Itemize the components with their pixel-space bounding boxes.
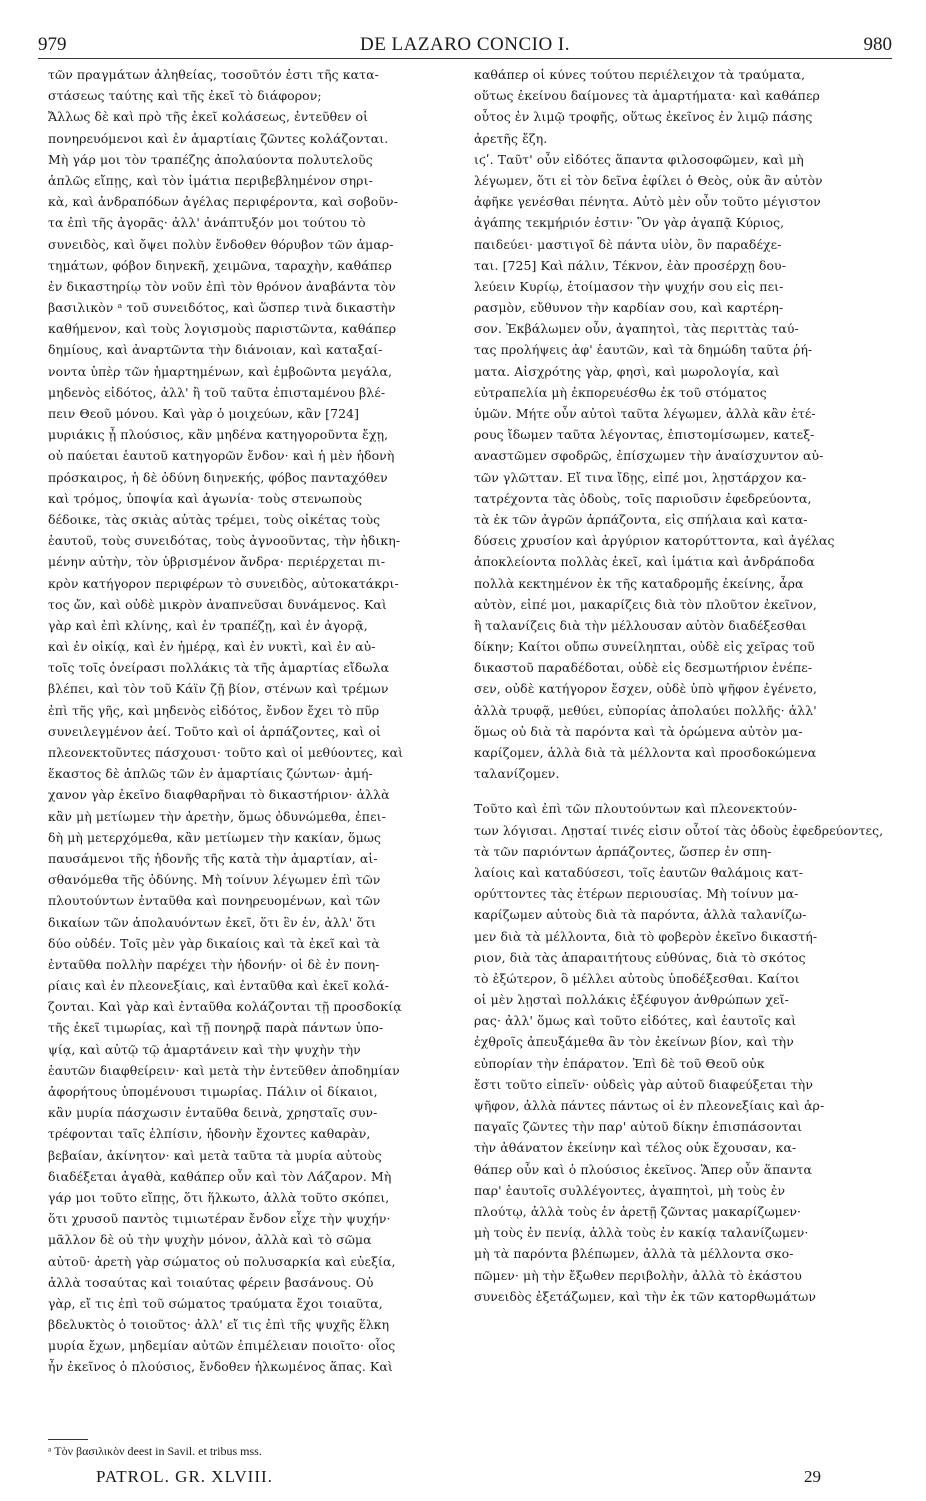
text-line: εὐτραπελία μὴ ἐκπορευέσθω ἐκ τοῦ στόματος — [474, 384, 767, 400]
text-line: συνειδὸς, καὶ ὄψει πολὺν ἔνδοθεν θόρυβον τῶν ἁμαρ- — [48, 236, 394, 252]
text-line: ἀποκλείοντα πολλὰς ἐκεῖ, καὶ ἱμάτια καὶ ἀνδράποδα — [474, 554, 815, 570]
text-line: εὐπορίαν τὴν ἐπάρατον. Ἐπὶ δὲ τοῦ Θεοῦ οὐκ — [474, 1055, 765, 1071]
text-line: ορύττοντες τὰς ἑτέρων περιουσίας. Μὴ τοίνυν μα- — [474, 886, 799, 902]
text-line: μηδενὸς εἰδότος, ἀλλ' ἢ τοῦ ταῦτα ἐπισταμένου βλέ- — [48, 384, 386, 400]
footer-volume-signature: PATROL. GR. XLVIII. — [96, 1467, 273, 1486]
text-line: ματα. Αἰσχρότης γὰρ, φησὶ, καὶ μωρολογία, καὶ — [474, 363, 780, 379]
text-line: παρ' ἑαυτοῖς συλλέγοντες, ἀγαπητοὶ, μὴ τοὺς ἐν — [474, 1182, 786, 1198]
text-line: ἔστι τοῦτο εἰπεῖν· οὐδεὶς γὰρ αὐτοῦ διαφεύξεται τὴν — [474, 1076, 813, 1092]
text-line: οὕτως ἐκείνου δαίμονες τὰ ἁμαρτήματα· καὶ καθάπερ — [474, 88, 820, 104]
text-line: ἀλλὰ τρυφᾷ, μεθύει, εὐπορίας ἀπολαύει πολλῆς· ἀλλ' — [474, 702, 817, 718]
text-line: τῶν γλῶτταν. Εἴ τινα ἴδῃς, εἰπέ μοι, λῃστάρχον κα- — [474, 469, 807, 485]
text-line: τατρέχοντα τὰς ὁδοὺς, τοῖς παριοῦσιν ἐφεδρεύοντα, — [474, 490, 812, 506]
text-line: των λόγισαι. Λῃσταί τινές εἰσιν οὗτοί τὰς ὁδοὺς ἐφεδρεύοντες, — [474, 822, 884, 838]
text-line: πλεονεκτοῦντες πάσχουσι· τοῦτο καὶ οἱ μεθύοντες, καὶ — [48, 745, 404, 760]
text-line: τὴν ἀθάνατον ἐκείνην καὶ τέλος οὐκ ἔχουσαν, κα- — [474, 1140, 797, 1156]
text-line: κὰ, καὶ ἀνδραπόδων ἀγέλας περιφέροντα, καὶ σοβοῦν- — [48, 194, 399, 210]
text-line: ἑαυτῶν διαφθείρειν· καὶ μετὰ τὴν ἐντεῦθεν ἀποδημίαν — [48, 1062, 400, 1078]
text-line: ρίαις καὶ ἐν πλεονεξίαις, καὶ ἐνταῦθα καὶ ἐκεῖ κολά- — [48, 978, 390, 994]
right-paragraph-2 — [474, 798, 904, 1307]
text-line: θάπερ οὖν καὶ ὁ πλούσιος ἐκεῖνος. Ἅπερ οὖν ἅπαντα — [474, 1161, 812, 1177]
text-line: ἦν ἐκεῖνος ὁ πλούσιος, ἔνδοθεν ἡλκωμένος ἅπας. Καὶ — [48, 1359, 393, 1375]
text-line: καθάπερ οἱ κύνες τούτου περιέλειχον τὰ τραύματα, — [474, 67, 806, 82]
text-line: πρόσκαιρος, ἡ δὲ ὀδύνη διηνεκής, φόβος πανταχόθεν — [48, 469, 388, 485]
text-line: ταλανίζομεν. — [474, 766, 560, 782]
text-line: τὰ ἐκ τῶν ἀγρῶν ἁρπάζοντα, εἰς σπήλαια καὶ κατα- — [474, 511, 808, 527]
text-line: καθήμενον, καὶ τοὺς λογισμοὺς παριστῶντα, καθάπερ — [48, 321, 397, 337]
text-line: κἂν μυρία πάσχωσιν ἐνταῦθα δεινὰ, χρησταῖς συν- — [48, 1105, 378, 1121]
text-line: χανον γὰρ ἐκεῖνο διαφθαρῆναι τὸ δικαστήριον· ἀλλὰ — [48, 787, 390, 803]
text-line: τας προλήψεις ἀφ' ἑαυτῶν, καὶ τὰ δημώδη ταῦτα ῥή- — [474, 342, 813, 358]
footer-signature-number: 29 — [804, 1467, 821, 1486]
text-line: ρας· ἀλλ' ὅμως καὶ τοῦτο εἰδότες, καὶ ἑαυτοῖς καὶ — [474, 1013, 797, 1029]
text-line: παγαῖς ζῶντες τὴν παρ' αὐτοῦ δίκην ἐπισπάσονται — [474, 1119, 803, 1135]
text-line: ὅτι χρυσοῦ παντὸς τιμιωτέραν ἔνδον εἶχε τὴν ψυχήν· — [48, 1211, 391, 1227]
running-title: DE LAZARO CONCIO I. — [359, 34, 571, 55]
text-line: μένην αὐτὴν, τὸν ὑβρισμένον ἄνδρα· περιέρχεται πι- — [48, 554, 386, 570]
text-line: δικαστοῦ παραδέδοται, οὐδὲ εἰς δεσμωτήριον ἐνέπε- — [474, 660, 813, 676]
text-line: οἱ μὲν λῃσταὶ πολλάκις ἐξέφυγον ἀνθρώπων χεῖ- — [474, 992, 789, 1008]
text-line: βλέπει, καὶ τὸν τοῦ Κάϊν ζῇ βίον, στένων καὶ τρέμων — [48, 681, 389, 697]
text-line: δημίους, καὶ ἀναρτῶντα τὴν διάνοιαν, καὶ καταξαί- — [48, 342, 383, 358]
text-line: ιϛʹ. Ταῦτ' οὖν εἰδότες ἅπαντα φιλοσοφῶμεν, καὶ μὴ — [474, 151, 804, 167]
text-line: δέδοικε, τὰς σκιὰς αὐτὰς τρέμει, τοὺς οἰκέτας τοὺς — [48, 511, 381, 527]
running-header — [38, 34, 892, 59]
text-line: καρίζομεν, ἀλλὰ διὰ τὰ μέλλοντα καὶ προσδοκώμενα — [474, 745, 817, 760]
text-line: πονηρευόμενοι καὶ ἐν ἁμαρτίαις ζῶντες κολάζονται. — [48, 130, 389, 146]
text-line: συνειλεγμένον ἀεί. Τοῦτο καὶ οἱ ἁρπάζοντες, καὶ οἱ — [48, 723, 382, 739]
text-line: ἀφῆκε γενέσθαι πένητα. Αὐτὸ μὲν οὖν τοῦτο μέγιστον — [474, 194, 821, 210]
text-line: μυριάκις ᾖ πλούσιος, κἂν μηδένα κατηγοροῦντα ἔχῃ, — [48, 427, 389, 443]
text-line: ἀλλὰ τοσαύτας καὶ τοιαύτας φέρειν βασάνους. Οὐ — [48, 1274, 374, 1290]
text-line: τὸ ἐξώτερον, ὃ μέλλει αὐτοὺς ὑποδέξεσθαι. Καίτοι — [474, 970, 800, 986]
text-line: ρους ἴδωμεν ταῦτα λέγοντας, ἐπιστομίσωμεν, κατεξ- — [474, 427, 815, 443]
text-line: ται. [725] Καὶ πάλιν, Τέκνον, ἐὰν προσέρχῃ δου- — [474, 257, 786, 273]
text-line: ριον, διὰ τὰς ἀπαραιτήτους εὐθύνας, διὰ τὸ σκότος — [474, 949, 806, 965]
text-line: λεύειν Κυρίῳ, ἑτοίμασον τὴν ψυχήν σου εἰς πει- — [474, 278, 784, 294]
text-line: βδελυκτὸς ὁ τοιοῦτος· ἀλλ' εἴ τις ἐπὶ τῆς ψυχῆς ἕλκη — [48, 1317, 390, 1333]
text-line: ἐνταῦθα πολλὴν παρέχει τὴν ἡδονήν· οἱ δὲ ἐν πονη- — [48, 956, 380, 972]
text-line: αὐτὸν, εἰπέ μοι, μακαρίζεις διὰ τὸν πλοῦτον ἐκεῖνον, — [474, 596, 817, 612]
text-line: ἐπὶ τῆς γῆς, καὶ μηδενὸς εἰδότος, ἔνδον ἔχει τὸ πῦρ — [48, 702, 380, 718]
text-line: ἁπλῶς εἴπῃς, καὶ τὸν ἱμάτια περιβεβλημένον σηρι- — [48, 172, 373, 188]
text-line: παυσάμενοι τῆς ἡδονῆς τῆς κατὰ τὴν ἁμαρτίαν, αἰ- — [48, 850, 378, 866]
text-line: νοντα ὑπὲρ τῶν ἡμαρτημένων, καὶ ἐμβοῶντα μεγάλα, — [48, 363, 393, 379]
text-line: σθανόμεθα τῆς ὀδύνης. Μὴ τοίνυν λέγωμεν ἐπὶ τῶν — [48, 872, 381, 888]
text-line: πολλὰ κεκτημένον ἐκ τῆς καταδρομῆς ἐκείνης, ἆρα — [474, 575, 804, 591]
text-line: ζονται. Καὶ γὰρ καὶ ἐνταῦθα κολάζονται τῇ προσδοκίᾳ — [48, 999, 402, 1015]
text-line: μυρία ἔχων, μηδεμίαν αὐτῶν ἐπιμέλειαν ποιοῖτο· οἷος — [48, 1338, 396, 1354]
text-line: τα ἐπὶ τῆς ἀγορᾶς· ἀλλ' ἀνάπτυξόν μοι τούτου τὸ — [48, 215, 366, 231]
text-line: μὴ τοὺς ἐν πενίᾳ, ἀλλὰ τοὺς ἐν κακίᾳ ταλανίζωμεν· — [474, 1225, 809, 1241]
text-line: σεν, οὐδὲ κατήγορον ἔσχεν, οὐδὲ ὑπὸ ψῆφον ἐγένετο, — [474, 681, 818, 697]
text-line: τος ὤν, καὶ οὐδὲ μικρὸν ἀναπνεῦσαι δυνάμενος. Καὶ — [48, 596, 387, 612]
text-line: ψίᾳ, καὶ αὐτῷ τῷ ἁμαρτάνειν καὶ τὴν ψυχὴν τὴν — [48, 1041, 361, 1057]
text-line: στάσεως ταύτης καὶ τῆς ἐκεῖ τὸ διάφορον; — [48, 88, 322, 104]
text-line: ἀφορήτους ὑπομένουσι τιμωρίας. Πάλιν οἱ δίκαιοι, — [48, 1084, 378, 1099]
text-line: μᾶλλον δὲ οὐ τὴν ψυχὴν μόνον, ἀλλὰ καὶ τὸ σῶμα — [48, 1232, 372, 1248]
text-line: ἀρετῆς ἔζη. — [474, 130, 548, 146]
text-line: σον. Ἐκβάλωμεν οὖν, ἀγαπητοὶ, τὰς περιττὰς ταύ- — [474, 321, 799, 337]
text-line: δικαίων τῶν ἀπολαυόντων ἐκεῖ, ὅτι ἓν ἐν, ἀλλ' ὅτι — [48, 914, 376, 930]
text-line: δίκην; Καίτοι οὔπω συνείληπται, οὐδὲ εἰς χεῖρας τοῦ — [474, 639, 815, 655]
text-line: τημάτων, φόβον διηνεκῆ, χειμῶνα, ταραχὴν, καθάπερ — [48, 257, 392, 273]
text-line: βασιλικὸν ᵃ τοῦ συνειδότος, καὶ ὥσπερ τινὰ δικαστὴν — [48, 300, 396, 316]
text-line: καρίζωμεν αὐτοὺς διὰ τὰ παρόντα, ἀλλὰ ταλανίζω- — [474, 907, 807, 923]
text-line: πῶμεν· μὴ τὴν ἔξωθεν περιβολὴν, ἀλλὰ τὸ ἑκάστου — [474, 1267, 802, 1283]
right-text-column — [474, 64, 904, 1307]
text-line: δύσεις χρυσίον καὶ ἀργύριον κατορύττοντα, καὶ ἀγέλας — [474, 533, 835, 549]
text-line: ἕκαστος δὲ ἁπλῶς τῶν ἐν ἁμαρτίαις ζώντων· ἀμή- — [48, 766, 373, 782]
text-line: μὴ τὰ παρόντα βλέπωμεν, ἀλλὰ τὰ μέλλοντα σκο- — [474, 1246, 794, 1262]
text-line: τρέφονται ταῖς ἐλπίσιν, ἡδονὴν ἔχοντες καθαρὰν, — [48, 1126, 371, 1142]
text-line: τῆς ἐκεῖ τιμωρίας, καὶ τῇ πονηρᾷ παρὰ πάντων ὑπο- — [48, 1020, 384, 1036]
text-line: κἂν μὴ μετίωμεν τὴν ἀρετὴν, ὅμως ὀδυνώμεθα, ἐπει- — [48, 808, 386, 824]
text-line: ρασμὸν, εὔθυνον τὴν καρδίαν σου, καὶ καρτέρη- — [474, 300, 784, 316]
right-page-number: 980 — [863, 34, 892, 55]
text-line: Μὴ γάρ μοι τὸν τραπέζης ἀπολαύοντα πολυτελοῦς — [48, 151, 373, 167]
text-line: τῶν πραγμάτων ἀληθείας, τοσοῦτόν ἐστι τῆς κατα- — [48, 67, 379, 82]
text-line: πλουτούντων ἐνταῦθα καὶ πονηρευομένων, καὶ τῶν — [48, 893, 381, 909]
text-line: καὶ τρόμος, ὑποψία καὶ ἀγωνία· τοὺς στενωποὺς — [48, 490, 363, 506]
text-line: οὗτος ἐν λιμῷ τροφῆς, οὕτως ἐκεῖνος ἐν λιμῷ πάσης — [474, 109, 813, 125]
text-line: αὐτοῦ· ἀρετὴ γὰρ σώματος οὐ πολυσαρκία καὶ εὐεξία, — [48, 1253, 396, 1269]
text-line: πλούτῳ, ἀλλὰ τοὺς ἐν ἀρετῇ ζῶντας μακαρίζωμεν· — [474, 1203, 802, 1219]
text-line: αναστῶμεν σφοδρῶς, ἐπίσχωμεν τὴν ἀναίσχυντον αὐ- — [474, 448, 824, 464]
footnote: ᵃ Τὸν βασιλικὸν deest in Savil. et tribus mss. — [48, 1444, 262, 1458]
text-line: μεν διὰ τὰ μέλλοντα, διὰ τὸ φοβερὸν ἐκεῖνο δικαστή- — [474, 928, 818, 944]
text-line: δύο οὐδέν. Τοῖς μὲν γὰρ δικαίοις καὶ τὰ ἐκεῖ καὶ τὰ — [48, 935, 380, 951]
text-line: δὴ μὴ μετερχόμεθα, κἂν μετίωμεν τὴν κακίαν, ὅμως — [48, 829, 382, 845]
text-line: καὶ ἐν οἰκίᾳ, καὶ ἐν ἡμέρᾳ, καὶ ἐν νυκτὶ, καὶ ἐν αὐ- — [48, 639, 376, 655]
text-line: παιδεύει· μαστιγοῖ δὲ πάντα υἱὸν, ὃν παραδέχε- — [474, 236, 782, 252]
text-line: λέγωμεν, ὅτι εἰ τὸν δεῖνα ἐφίλει ὁ Θεὸς, οὐκ ἂν αὐτὸν — [474, 172, 823, 188]
left-text-column — [48, 64, 468, 1378]
text-line: γάρ μοι τοῦτο εἴπῃς, ὅτι ἥλκωτο, ἀλλὰ τοῦτο σκόπει, — [48, 1189, 390, 1205]
text-line: ἑαυτοῦ, τοὺς συνειδότας, τοὺς ἀγνοοῦντας, τὴν ἠδικη- — [48, 533, 401, 549]
text-line: διαδέξεται ἀγαθὰ, καθάπερ οὖν καὶ τὸν Λάζαρον. Μὴ — [48, 1168, 392, 1184]
text-line: λαίοις καὶ καταδύσεσι, τοῖς ἑαυτῶν θαλάμοις κατ- — [474, 864, 804, 880]
text-line: ἐν δικαστηρίῳ τὸν νοῦν ἐπὶ τὸν θρόνον ἀναβάντα τὸν — [48, 278, 396, 294]
left-page-number: 979 — [38, 34, 67, 55]
text-line: γὰρ καὶ ἐπὶ κλίνης, καὶ ἐν τραπέζῃ, καὶ ἐν ἀγορᾷ, — [48, 617, 368, 633]
text-line: κρὸν κατήγορον περιφέρων τὸ συνειδὸς, αὐτοκατάκρι- — [48, 575, 399, 591]
right-paragraph-1 — [474, 64, 904, 784]
text-line: ἀγάπης τεκμήριόν ἐστιν· Ὃν γὰρ ἀγαπᾷ Κύριος, — [474, 215, 785, 231]
text-line: ὑμῶν. Μήτε οὖν αὐτοὶ ταῦτα λέγωμεν, ἀλλὰ κἂν ἑτέ- — [474, 406, 816, 421]
text-line: Ἄλλως δὲ καὶ πρὸ τῆς ἐκεῖ κολάσεως, ἐντεῦθεν οἱ — [48, 109, 369, 125]
text-line: ψῆφον, ἀλλὰ πάντες πάντως οἱ ἐν πλεονεξίαις καὶ ἁρ- — [474, 1098, 825, 1113]
text-line: γὰρ, εἴ τις ἐπὶ τοῦ σώματος τραύματα ἔχοι τοιαῦτα, — [48, 1295, 383, 1311]
text-line: ὅμως οὐ διὰ τὰ παρόντα καὶ τὰ ὁρώμενα αὐτὸν μα- — [474, 723, 803, 739]
text-line: τοῖς τοῖς ὀνείρασι πολλάκις τὰ τῆς ἁμαρτίας εἴδωλα — [48, 660, 390, 676]
text-line: οὐ παύεται ἑαυτοῦ κατηγορῶν ἔνδον· καὶ ἡ μὲν ἡδονὴ — [48, 448, 395, 464]
text-line: ἢ ταλανίζεις διὰ τὴν μέλλουσαν αὐτὸν διαδέξεσθαι — [474, 617, 807, 633]
text-line: πειν Θεοῦ μόνου. Καὶ γὰρ ὁ μοιχεύων, κἂν [724] — [48, 406, 360, 421]
text-line: ἐχθροῖς ἀπευξάμεθα ἂν τὸν ἐκείνων βίον, καὶ τὴν — [474, 1034, 794, 1050]
text-line: τὰ τῶν παριόντων ἁρπάζοντες, ὥσπερ ἐν σπη- — [474, 843, 772, 859]
text-line: Τοῦτο καὶ ἐπὶ τῶν πλουτούντων καὶ πλεονεκτούν- — [474, 801, 798, 817]
text-line: συνειδὸς ἐξετάζωμεν, καὶ τὴν ἐκ τῶν κατορθωμάτων — [474, 1288, 817, 1304]
text-line: βεβαίαν, ἀκίνητον· καὶ μετὰ ταῦτα τὰ μυρία αὐτοὺς — [48, 1147, 382, 1163]
footnote-rule — [48, 1439, 88, 1440]
